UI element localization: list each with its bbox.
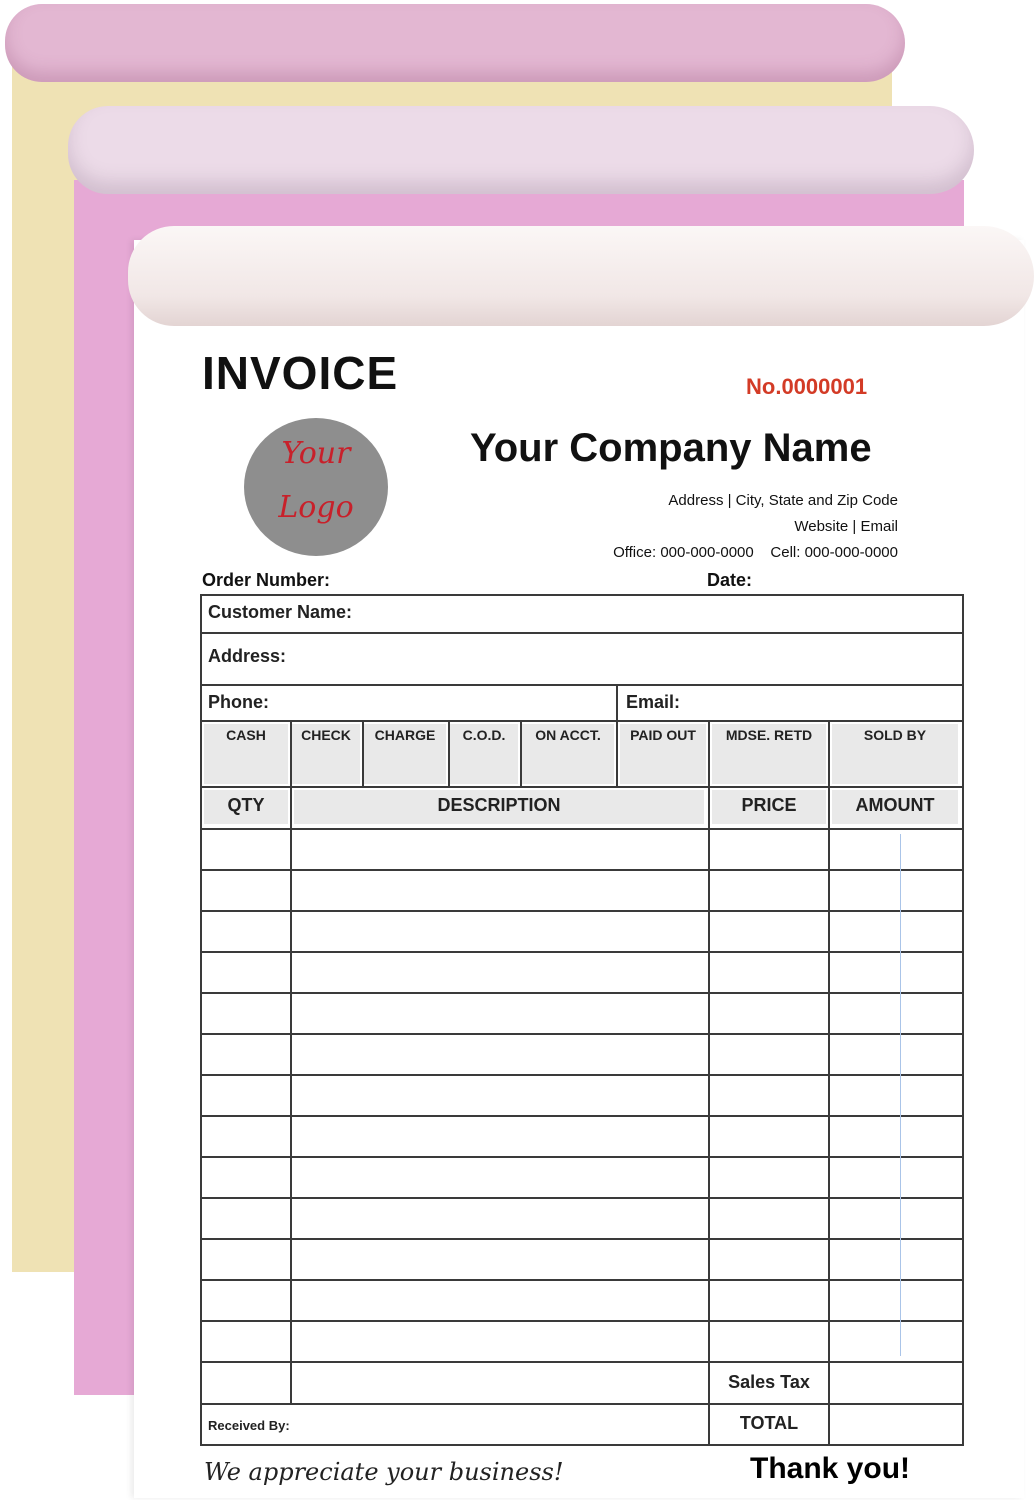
total-label: TOTAL (739, 1413, 799, 1433)
footer-note: We appreciate your business! (204, 1458, 564, 1486)
table-row-line (200, 1320, 964, 1322)
company-web: Website | Email (794, 518, 898, 535)
lavender-roll (68, 106, 974, 194)
table-row-line (200, 1033, 964, 1035)
column-header-price: PRICE (741, 795, 797, 815)
date-label: Date: (707, 570, 753, 590)
payment-option-charge[interactable]: CHARGE (374, 727, 436, 743)
table-row-line (200, 951, 964, 953)
company-logo (244, 418, 388, 556)
payment-option-cod[interactable]: C.O.D. (462, 727, 506, 743)
grid-line (616, 684, 618, 722)
payment-option-sold-by[interactable]: SOLD BY (863, 727, 927, 743)
address-field[interactable]: Address: (208, 646, 287, 666)
grid-line (200, 684, 964, 686)
logo-text-line2: Logo (278, 490, 354, 525)
pink-roll-back (5, 4, 905, 82)
customer-name-field[interactable]: Customer Name: (208, 602, 353, 622)
white-roll (128, 226, 1034, 326)
table-row-line (200, 1361, 964, 1363)
table-row-line (200, 992, 964, 994)
order-number-label: Order Number: (202, 570, 331, 590)
payment-option-paid-out[interactable]: PAID OUT (630, 727, 696, 743)
amount-guide-line (900, 834, 901, 1356)
invoice-number: No.0000001 (746, 374, 868, 399)
grid-line (708, 720, 710, 786)
table-row-line (200, 869, 964, 871)
company-name: Your Company Name (470, 426, 872, 470)
phone-field[interactable]: Phone: (208, 692, 269, 712)
table-row-line (200, 1197, 964, 1199)
column-header-description: DESCRIPTION (437, 795, 561, 815)
table-row-line (200, 1444, 964, 1446)
received-by-label: Received By: (208, 1418, 290, 1433)
grid-line (290, 786, 292, 1404)
table-row-line (200, 1279, 964, 1281)
table-row-line (200, 1238, 964, 1240)
company-address: Address | City, State and Zip Code (668, 492, 898, 509)
payment-option-mdse-returned[interactable]: MDSE. RETD (725, 727, 813, 743)
payment-option-on-account[interactable]: ON ACCT. (535, 727, 601, 743)
grid-line (200, 632, 964, 634)
email-field[interactable]: Email: (626, 692, 681, 712)
table-row-line (200, 1403, 964, 1405)
grid-line (200, 720, 964, 722)
grid-line (200, 786, 964, 788)
thank-you-text: Thank you! (750, 1452, 911, 1485)
grid-line (616, 720, 618, 786)
payment-option-check[interactable]: CHECK (301, 727, 351, 743)
grid-line (200, 594, 964, 596)
sales-tax-label: Sales Tax (728, 1372, 810, 1392)
table-row-line (200, 828, 964, 830)
table-row-line (200, 1115, 964, 1117)
invoice-title: INVOICE (202, 347, 399, 399)
table-row-line (200, 1156, 964, 1158)
company-phones: Office: 000-000-0000 Cell: 000-000-0000 (613, 544, 898, 561)
table-row-line (200, 910, 964, 912)
logo-text-line1: Your (281, 436, 351, 471)
grid-line (828, 720, 830, 786)
column-header-qty: QTY (227, 795, 265, 815)
table-row-line (200, 1074, 964, 1076)
column-header-amount: AMOUNT (855, 795, 935, 815)
payment-option-cash[interactable]: CASH (226, 727, 266, 743)
